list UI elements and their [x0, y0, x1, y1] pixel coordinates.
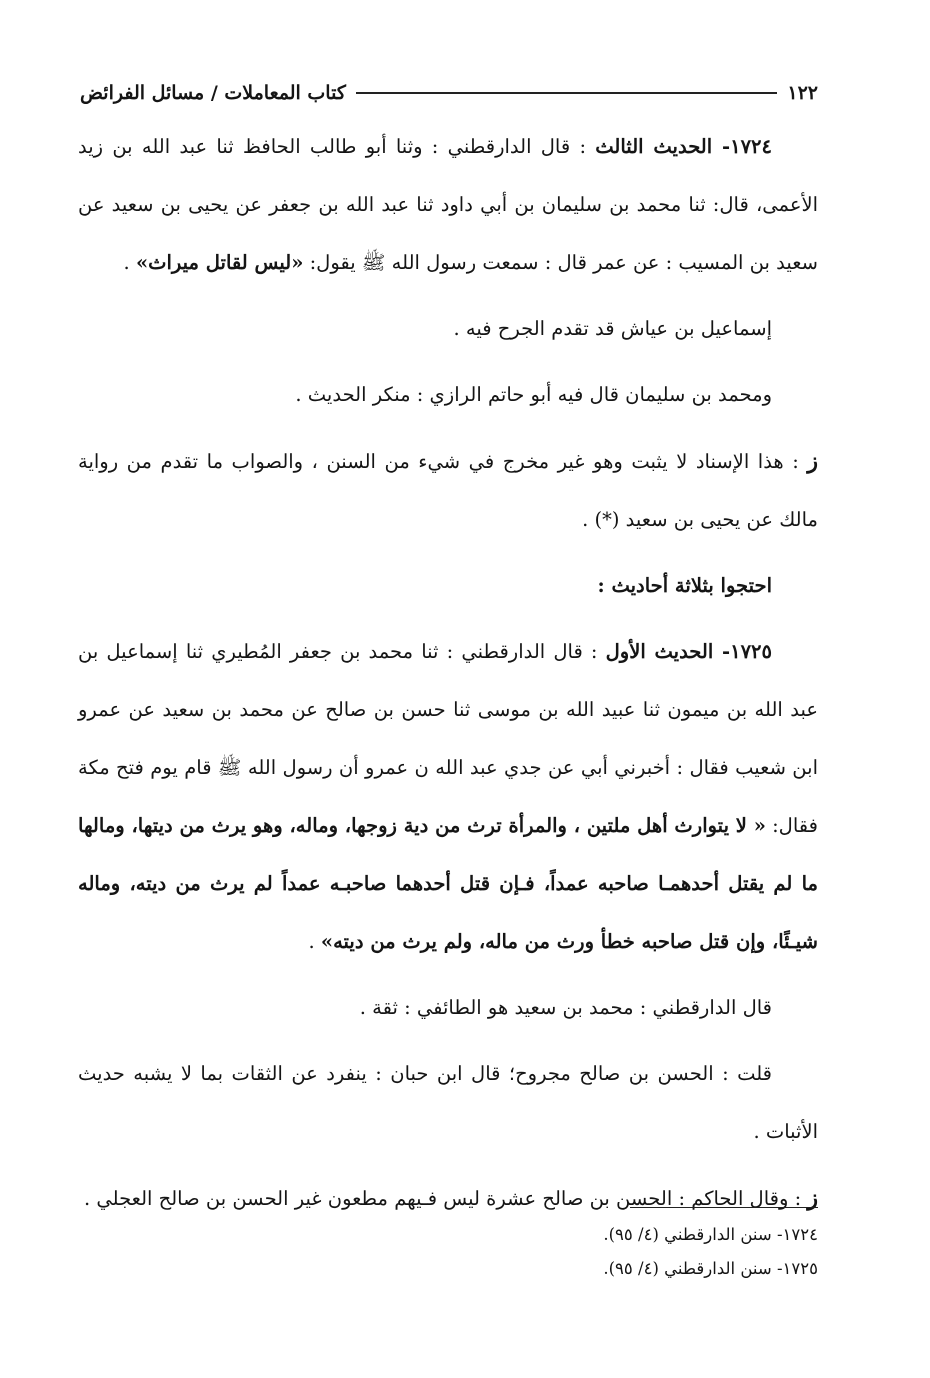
header-rule [356, 92, 778, 94]
comment-muhammad: ومحمد بن سليمان قال فيه أبو حاتم الرازي : منكر الحديث . [295, 383, 772, 406]
running-title: كتاب المعاملات / مسائل الفرائض [80, 82, 346, 104]
footnote-1724: ١٧٢٤- سنن الدارقطني (٤/ ٩٥). [603, 1225, 818, 1244]
hadith-quote: «ليس لقاتل ميراث» [135, 251, 304, 274]
hadith-1725 [78, 623, 818, 971]
hadith-text: : قال الدارقطني : وثنا أبو طالب الحافظ ثنا عبد الله بن زيد الأعمى، قال: ثنا محمد بن سليمان بن أبي داود ثنا عبد الله بن جعفر عن يحيى بن سعيد عن سعيد بن المسيب : عن عمر قال : سمعت رسول الله ﷺ يقول: [78, 135, 818, 274]
comment-text: : هذا الإسناد لا يثبت وهو غير مخرج في شيء من السنن ، والصواب ما تقدم من رواية مالك عن يحيى بن سعيد (*) . [78, 450, 818, 531]
section-heading: احتجوا بثلاثة أحاديث : [597, 574, 772, 597]
comment-ismail: إسماعيل بن عياش قد تقدم الجرح فيه . [453, 317, 772, 340]
page-number: ١٢٢ [787, 82, 818, 104]
footnote-rule [630, 1207, 818, 1208]
comment-zay-1 [78, 432, 818, 549]
hadith-number: ١٧٢٥- الحديث الأول [605, 640, 772, 663]
hadith-tail: . [308, 930, 321, 953]
zay-marker: ز [807, 1185, 818, 1211]
hadith-tail: . [123, 251, 136, 274]
comment-text: : وقال الحاكم : الحسن بن صالح عشرة ليس فـيهم مطعون غير الحسن بن صالح العجلي . [83, 1187, 808, 1210]
footnote-1725: ١٧٢٥- سنن الدارقطني (٤/ ٩٥). [603, 1259, 818, 1278]
comment-qultu: قلت : الحسن بن صالح مجروح؛ قال ابن حبان : ينفرد عن الثقات بما لا يشبه حديث الأثبات . [78, 1062, 818, 1143]
page-header [80, 76, 818, 110]
hadith-quote: « لا يتوارث أهل ملتين ، والمرأة ترث من دية زوجها، وماله، وهو يرث من ديتها، ومالها ما لم يقتل أحدهمـا صاحبه عمداً، فـإن قتل أحدهما صاحبـه عمداً لم يرث من ديته، وماله شيـئًا، وإن قتل صاحبه خطأ ورث من ماله، ولم يرث من ديته» [78, 814, 818, 953]
hadith-number: ١٧٢٤- الحديث الثالث [595, 135, 773, 158]
page-body [78, 118, 818, 1228]
hadith-text: : قال الدارقطني : ثنا محمد بن جعفر المُطيري ثنا إسماعيل بن عبد الله بن ميمون ثنا عبيد الله بن موسى ثنا حسن بن صالح عن محمد بن سعيد عن عمرو ابن شعيب فقال : أخبرني أبي عن جدي عبد الله ن عمرو أن رسول الله ﷺ قام يوم فتح مكة فقال: [78, 640, 818, 837]
zay-marker: ز [807, 448, 818, 474]
comment-daraqutni: قال الدارقطني : محمد بن سعيد هو الطائفي : ثقة . [359, 996, 772, 1019]
footnotes [78, 1218, 818, 1286]
hadith-1724 [78, 118, 818, 292]
